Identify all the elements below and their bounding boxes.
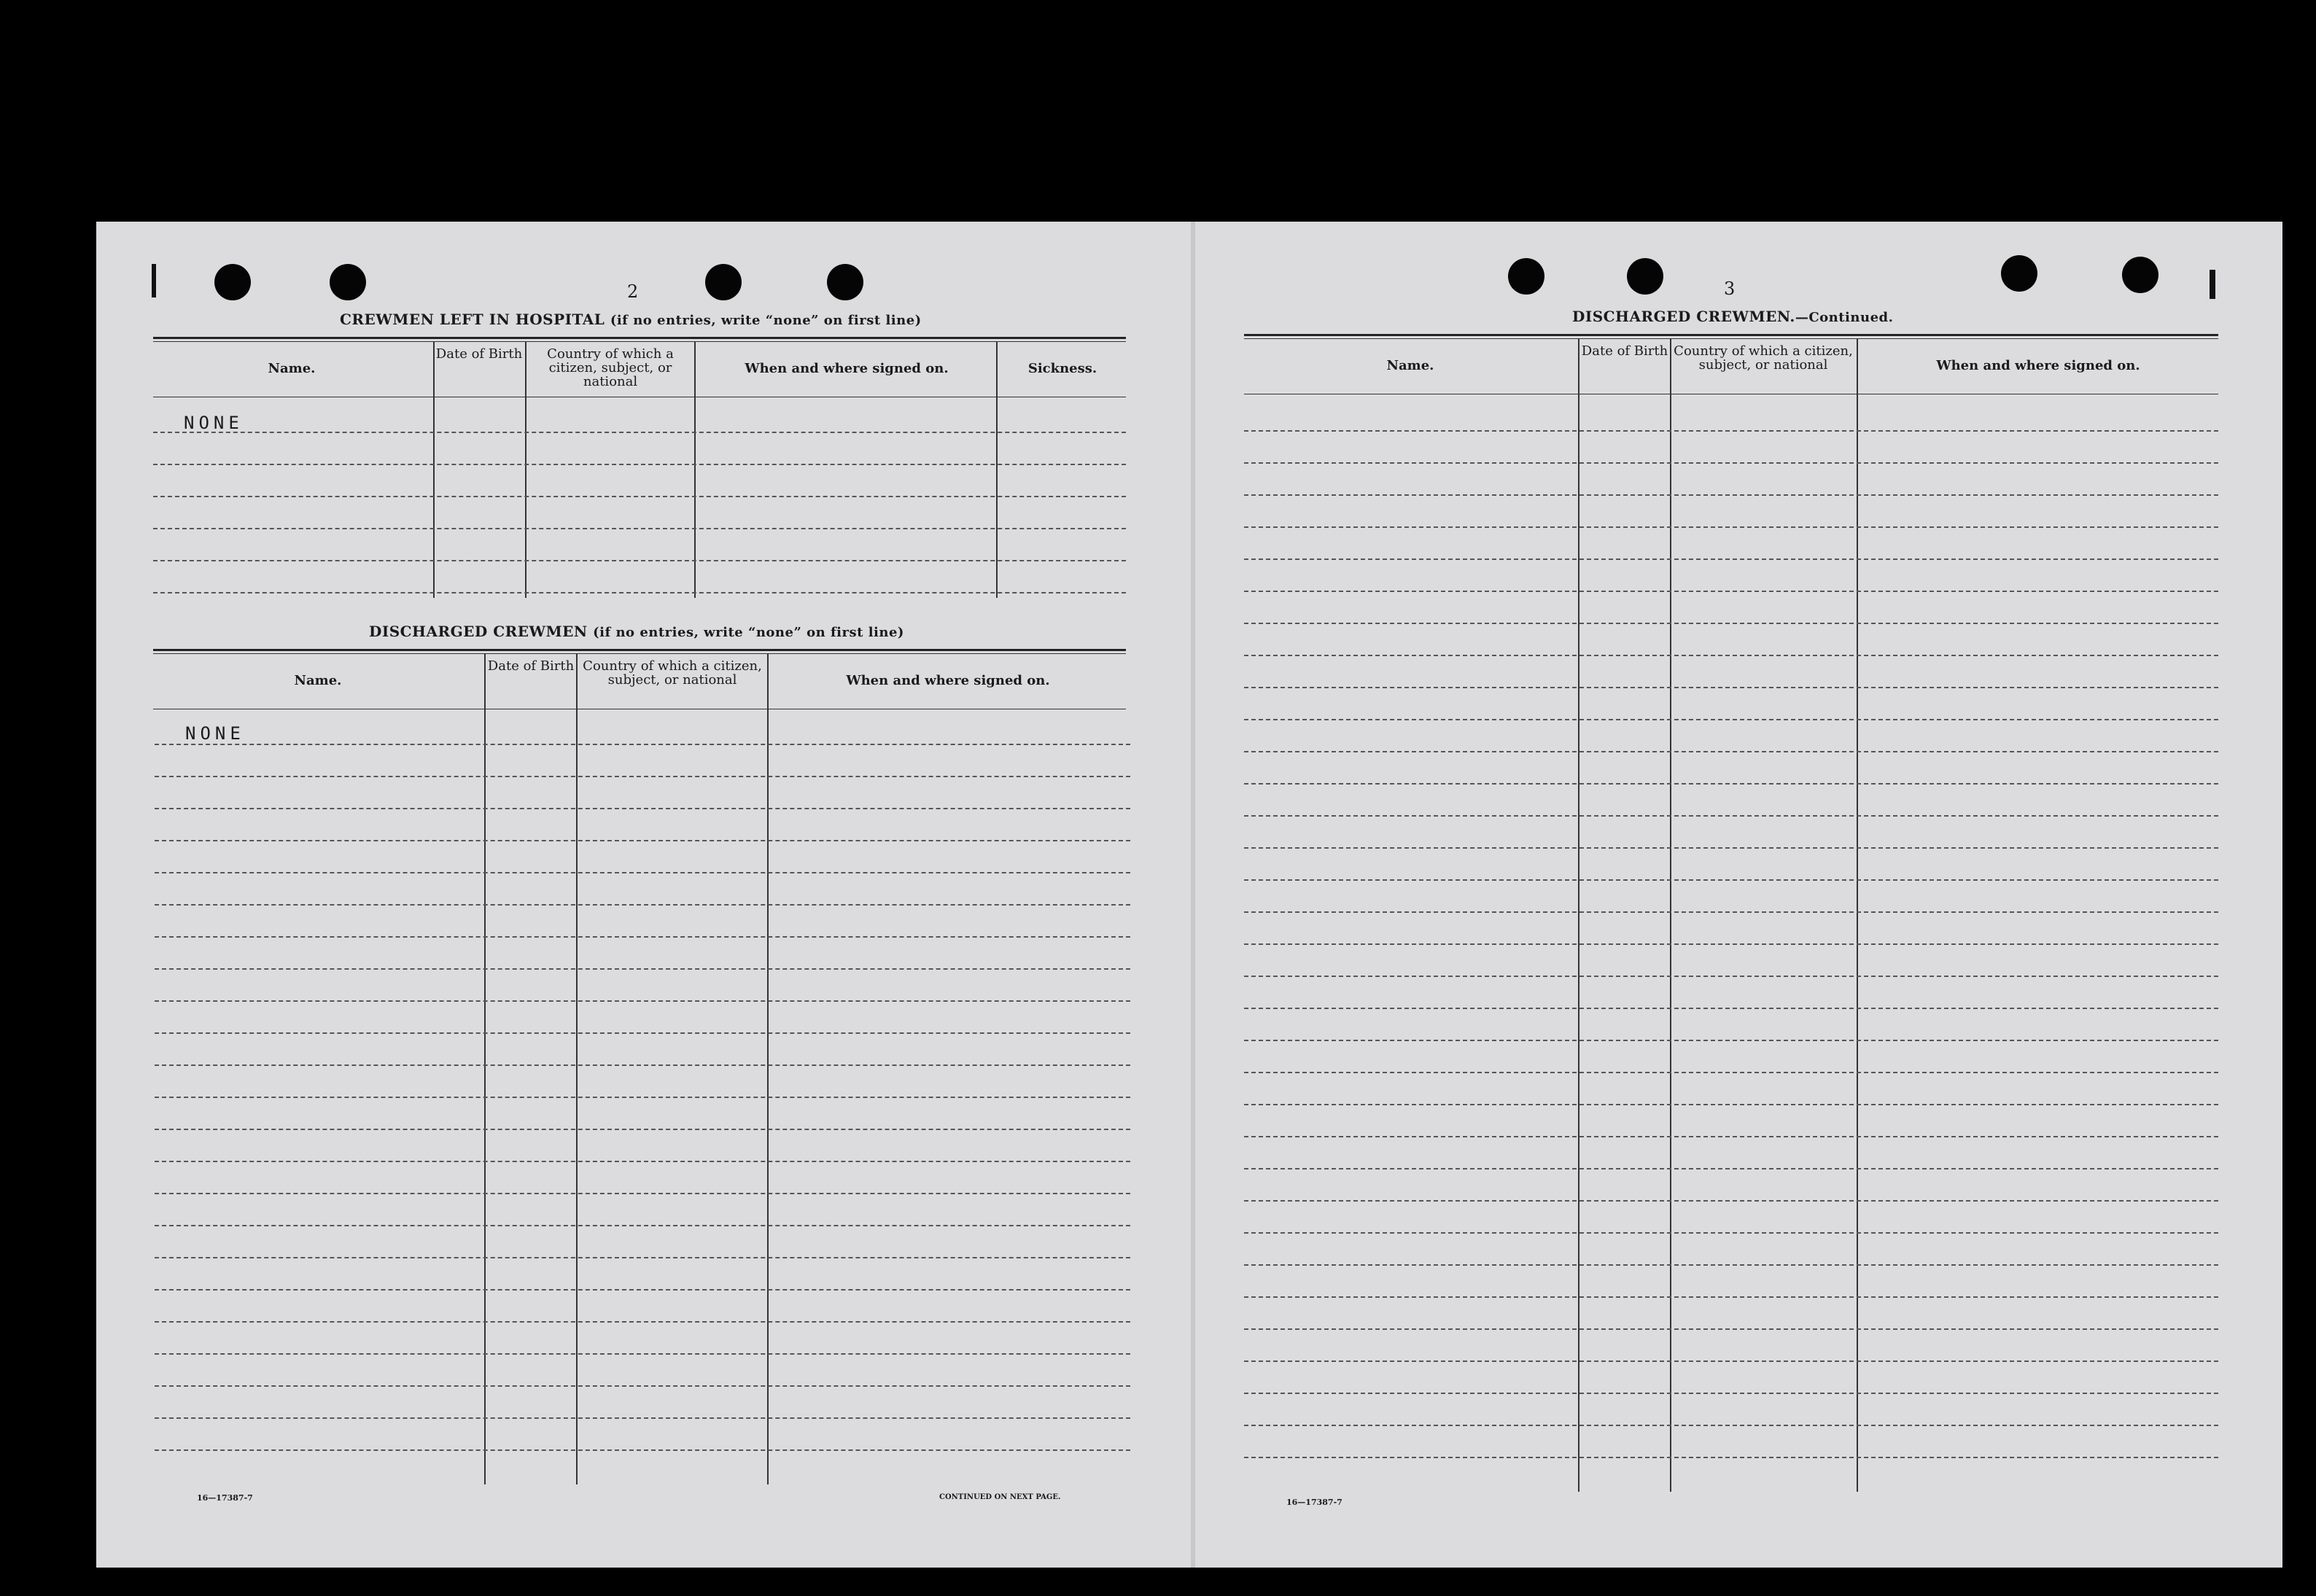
table-row-line <box>155 904 1130 906</box>
table-top-rule <box>1244 334 2218 336</box>
form-number: 16—17387-7 <box>197 1493 253 1503</box>
table-row-line <box>1244 558 2218 560</box>
col-header-name: Name. <box>268 361 316 376</box>
table-row-line <box>153 528 1126 529</box>
table-row-line <box>153 592 1126 593</box>
table-row-line <box>1244 879 2218 881</box>
table-row-line <box>155 872 1130 873</box>
table-top-rule <box>153 653 1126 654</box>
table-row-line <box>155 840 1130 841</box>
punch-hole <box>330 264 366 300</box>
punch-hole <box>1627 258 1663 295</box>
table-row-line <box>155 1193 1130 1194</box>
col-header-dob: Date of Birth <box>1581 343 1668 359</box>
punch-hole <box>827 264 863 300</box>
col-header-dob: Date of Birth <box>487 658 575 674</box>
col-header-signed: When and where signed on. <box>745 361 949 376</box>
table-row-line <box>1244 976 2218 977</box>
col-header-country: Country of which a citizen, subject, or national <box>583 658 762 688</box>
table-row-line <box>1244 1425 2218 1426</box>
edge-mark <box>152 264 156 297</box>
hospital-title-text: CREWMEN LEFT IN HOSPITAL <box>340 311 605 328</box>
page-number: 2 <box>627 281 639 302</box>
table-row-line <box>153 496 1126 497</box>
table-row-line <box>1244 430 2218 432</box>
table-top-rule <box>153 649 1126 651</box>
discharged-instruction: (if no entries, write “none” on first line) <box>593 625 904 640</box>
table-row-line <box>1244 623 2218 624</box>
table-row-line <box>155 1353 1130 1355</box>
table-top-rule <box>153 337 1126 339</box>
table-row-line <box>155 1449 1130 1451</box>
table-row-line <box>155 1000 1130 1002</box>
table-row-line <box>155 936 1130 938</box>
table-row-line <box>155 968 1130 970</box>
table-row-line <box>1244 526 2218 528</box>
table-row-line <box>1244 943 2218 945</box>
discharged-first-entry: NONE <box>185 723 245 744</box>
table-row-line <box>155 1257 1130 1258</box>
table-row-line <box>1244 815 2218 817</box>
table-row-line <box>1244 462 2218 464</box>
table-row-line <box>155 744 1130 745</box>
table-top-rule <box>153 341 1126 342</box>
table-row-line <box>155 1385 1130 1387</box>
table-row-line <box>1244 783 2218 785</box>
punch-hole <box>214 264 251 300</box>
table-row-line <box>1244 1296 2218 1298</box>
column-divider <box>484 653 486 1484</box>
col-header-dob: Date of Birth <box>435 346 523 362</box>
table-row-line <box>155 1321 1130 1323</box>
table-row-line <box>1244 751 2218 752</box>
continued-note: CONTINUED ON NEXT PAGE. <box>939 1493 1061 1501</box>
punch-hole <box>2122 257 2158 293</box>
table-row-line <box>1244 1136 2218 1137</box>
punch-hole <box>705 264 742 300</box>
table-row-line <box>1244 1393 2218 1394</box>
right-page <box>1193 222 2282 1568</box>
col-header-country: Country of which a citizen, subject, or national <box>1674 343 1853 373</box>
punch-hole <box>2001 255 2037 292</box>
col-header-signed: When and where signed on. <box>1936 358 2140 373</box>
table-row-line <box>1244 655 2218 656</box>
table-row-line <box>153 432 1126 433</box>
punch-hole <box>1508 258 1544 295</box>
page-spine <box>1191 222 1195 1568</box>
column-divider <box>767 653 769 1484</box>
form-number: 16—17387-7 <box>1286 1498 1342 1507</box>
hospital-instruction: (if no entries, write “none” on first line) <box>610 313 922 328</box>
table-row-line <box>155 1097 1130 1098</box>
table-row-line <box>155 808 1130 809</box>
table-row-line <box>1244 847 2218 849</box>
table-row-line <box>1244 1104 2218 1105</box>
edge-mark <box>2210 270 2215 299</box>
table-row-line <box>1244 911 2218 913</box>
page-number: 3 <box>1724 279 1736 299</box>
column-divider <box>1578 338 1579 1492</box>
column-divider <box>576 653 578 1484</box>
table-row-line <box>1244 1168 2218 1169</box>
table-row-line <box>1244 1361 2218 1362</box>
table-row-line <box>153 464 1126 465</box>
table-row-line <box>1244 1328 2218 1330</box>
table-row-line <box>155 1032 1130 1034</box>
table-row-line <box>155 776 1130 777</box>
table-row-line <box>1244 1457 2218 1458</box>
table-row-line <box>1244 494 2218 496</box>
table-row-line <box>1244 687 2218 688</box>
discharged-title-text: DISCHARGED CREWMEN <box>369 623 588 640</box>
hospital-section-title <box>340 311 922 328</box>
col-header-name: Name. <box>1386 358 1434 373</box>
hospital-first-entry: NONE <box>184 413 244 433</box>
continued-title-text: DISCHARGED CREWMEN. <box>1572 308 1795 325</box>
column-divider <box>1857 338 1858 1492</box>
table-row-line <box>153 560 1126 561</box>
col-header-country: Country of which a citizen, subject, or national <box>547 346 674 389</box>
table-row-line <box>1244 1008 2218 1009</box>
table-row-line <box>1244 719 2218 720</box>
discharged-continued-title <box>1572 308 1893 325</box>
table-row-line <box>1244 1040 2218 1041</box>
col-header-sickness: Sickness. <box>1027 361 1097 376</box>
col-header-signed: When and where signed on. <box>846 673 1050 688</box>
table-row-line <box>1244 1200 2218 1202</box>
table-row-line <box>1244 1264 2218 1266</box>
column-divider <box>1670 338 1671 1492</box>
table-row-line <box>1244 1072 2218 1073</box>
continued-suffix: —Continued. <box>1795 310 1894 325</box>
col-header-name: Name. <box>294 673 342 688</box>
table-row-line <box>155 1161 1130 1162</box>
discharged-section-title <box>369 623 904 640</box>
table-row-line <box>155 1417 1130 1419</box>
table-row-line <box>1244 1232 2218 1234</box>
table-top-rule <box>1244 338 2218 339</box>
table-row-line <box>155 1225 1130 1226</box>
table-row-line <box>1244 591 2218 592</box>
table-row-line <box>155 1289 1130 1291</box>
left-page <box>96 222 1193 1568</box>
table-row-line <box>155 1064 1130 1066</box>
table-row-line <box>155 1129 1130 1130</box>
